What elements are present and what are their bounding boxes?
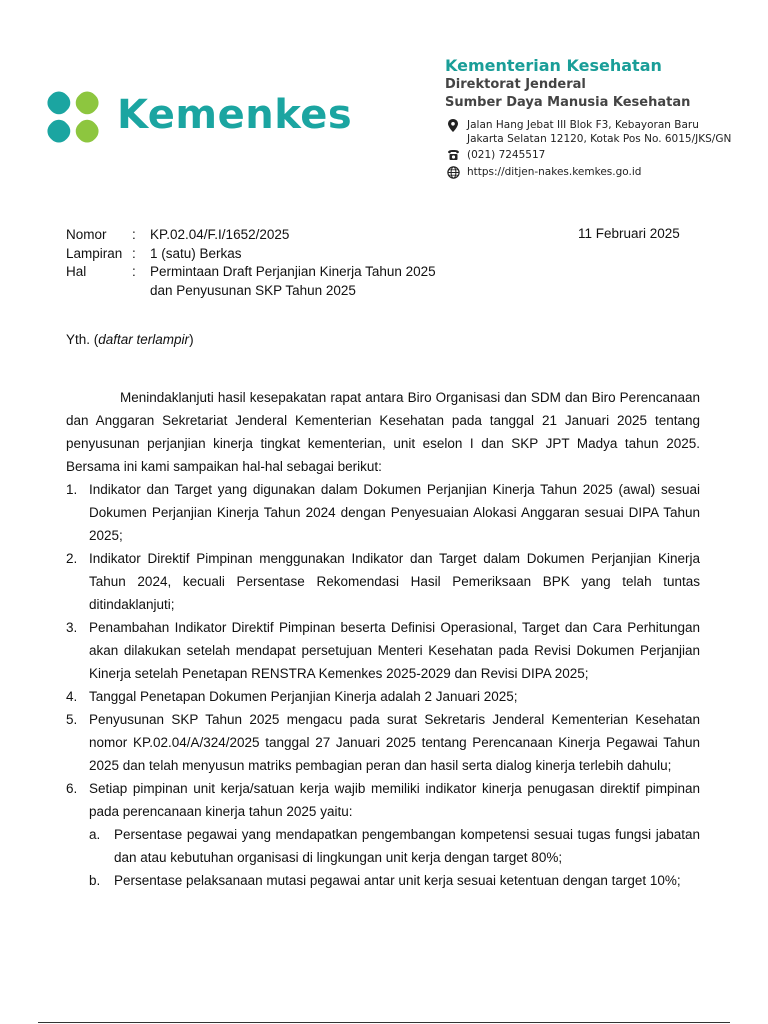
website-row [446,165,731,182]
letter-date: 11 Februari 2025 [578,226,680,241]
item-text: Penambahan Indikator Direktif Pimpinan beserta Definisi Operasional, Target dan Cara Perhitungan akan dilakukan setelah mendapat persetujuan Menteri Kesehatan pada Revisi Dokumen Perjanjian Kinerja setelah Penetapan RENSTRA Kemenkes 2025-2029 dan Revisi DIPA 2025; [89,620,700,681]
list-item [66,616,700,685]
item-text: Penyusunan SKP Tahun 2025 mengacu pada surat Sekretaris Jenderal Kementerian Kesehatan nomor KP.02.04/A/324/2025 tanggal 27 Januari 2025 tentang Perencanaan Kinerja Pegawai Tahun 2025 dan telah menyusun matriks pembagian peran dan hasil serta dialog kinerja terlebih dahulu; [89,712,700,773]
list-item [66,777,700,823]
item-number: 3. [66,620,78,635]
lampiran-value: 1 (satu) Berkas [150,245,242,261]
org-subtitle-2: Sumber Daya Manusia Kesehatan [445,95,691,110]
phone-row [446,148,731,165]
item-text: Setiap pimpinan unit kerja/satuan kerja wajib memiliki indikator kinerja penugasan direktif pimpinan pada perencanaan kinerja tahun 2025 yaitu: [89,781,700,819]
item-text: Indikator Direktif Pimpinan menggunakan Indikator dan Target dalam Dokumen Perjanjian Kinerja Tahun 2024, kecuali Persentase Rekomendasi Hasil Pemeriksaan BPK yang telah tuntas ditindaklanjuti; [89,551,700,612]
list-item [66,547,700,616]
phone-number: (021) 7245517 [467,149,546,161]
list-item [66,685,700,708]
website-link[interactable]: https://ditjen-nakes.kemkes.go.id [467,166,642,178]
colon: : [132,245,136,261]
hal-line-1: Permintaan Draft Perjanjian Kinerja Tahun 2025 [150,264,436,279]
colon: : [132,227,136,242]
hal-row [66,263,590,300]
nomor-row [66,226,590,245]
page-divider [38,1022,730,1023]
nomor-label: Nomor [66,227,107,242]
sub-item-text: Persentase pegawai yang mendapatkan pengembangan kompetensi sesuai tugas fungsi jabatan dan atau kebutuhan organisasi di lingkungan unit kerja dengan target 80%; [114,827,700,865]
kemenkes-logo-icon [40,84,106,150]
hal-line-2: dan Penyusunan SKP Tahun 2025 [150,282,356,298]
phone-icon [446,148,460,162]
globe-icon [446,165,460,179]
intro-paragraph: Menindaklanjuti hasil kesepakatan rapat antara Biro Organisasi dan SDM dan Biro Perencanaan dan Anggaran Sekretariat Jenderal Kementerian Kesehatan pada tanggal 21 Januari 2025 tentang penyusunan perjanjian kinerja tingkat kementerian, unit eselon I dan SKP JPT Madya tahun 2025. Bersama ini kami sampaikan hal-hal sebagai berikut: [66,390,700,474]
salutation [66,332,194,347]
sub-item-letter: b. [89,873,101,888]
item-number: 6. [66,781,78,796]
logo-wordmark: Kemenkes [117,92,353,138]
hal-label: Hal [66,264,87,279]
colon: : [132,264,136,279]
org-block [445,56,690,112]
hal-value [150,263,590,300]
sub-item-text: Persentase pelaksanaan mutasi pegawai antar unit kerja sesuai ketentuan dengan target 10%; [114,873,681,888]
list-item [66,478,700,547]
lampiran-label: Lampiran [66,245,123,261]
address-line-1: Jalan Hang Jebat III Blok F3, Kebayoran Baru [467,119,699,131]
sub-list-item [89,823,700,869]
item-number: 4. [66,689,78,704]
lampiran-row [66,245,590,264]
nomor-value: KP.02.04/F.I/1652/2025 [150,227,290,242]
salutation-recipient: daftar terlampir [98,332,190,347]
salutation-suffix: ) [189,332,194,347]
item-text: Indikator dan Target yang digunakan dalam Dokumen Perjanjian Kinerja Tahun 2025 (awal) sesuai Dokumen Perjanjian Kinerja Tahun 2024 dengan Penyesuaian Alokasi Anggaran sesuai DIPA Tahun 2025; [89,482,700,543]
item-number: 2. [66,551,78,566]
item-text: Tanggal Penetapan Dokumen Perjanjian Kinerja adalah 2 Januari 2025; [89,689,518,704]
org-subtitle-1: Direktorat Jenderal [445,77,586,92]
item-number: 1. [66,482,78,497]
letter-body [66,386,700,892]
list-item [66,708,700,777]
map-pin-icon [446,118,460,132]
sub-list-item [89,869,700,892]
letter-meta [66,226,590,300]
sub-item-letter: a. [89,827,101,842]
salutation-prefix: Yth. ( [66,332,99,347]
address-row [446,118,731,148]
address-line-2: Jakarta Selatan 12120, Kotak Pos No. 6015/JKS/GN [467,133,732,145]
org-title: Kementerian Kesehatan [445,56,662,75]
item-number: 5. [66,712,78,727]
contact-block [446,118,731,182]
